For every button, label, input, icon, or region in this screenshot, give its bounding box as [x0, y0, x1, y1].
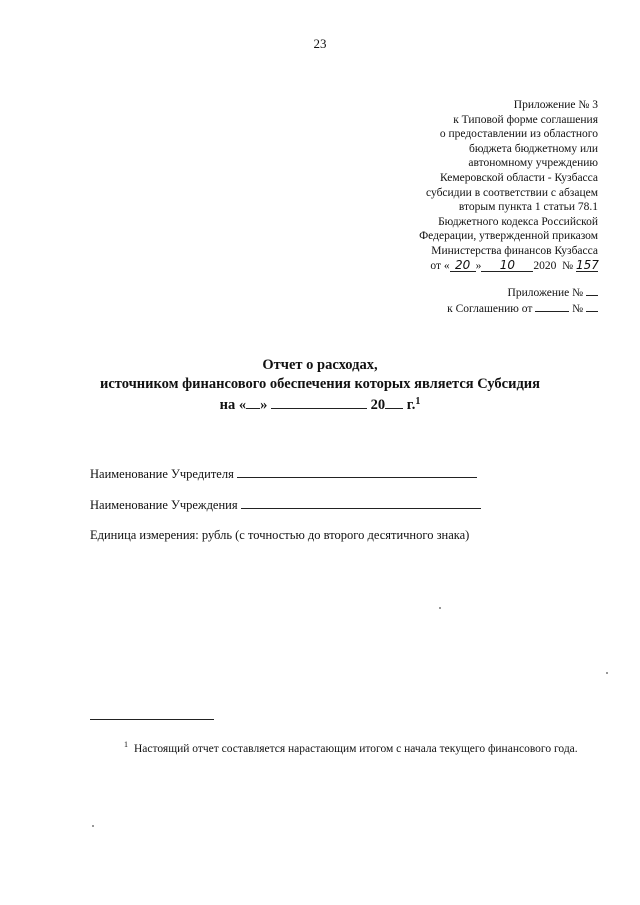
title-year: 20 — [370, 397, 386, 413]
date-mid: » — [475, 259, 482, 272]
handwritten-month: 10 — [481, 259, 533, 272]
footnote — [90, 737, 596, 758]
blank-line — [271, 396, 367, 409]
handwritten-day: 20 — [450, 259, 476, 272]
appendix-line: субсидии в соответствии с абзацем — [426, 186, 598, 199]
footnote-reference: 1 — [415, 396, 421, 407]
title-year-suffix: г. — [406, 397, 416, 413]
appendix-line: бюджета бюджетному или — [468, 142, 598, 155]
appendix-line: Федерации, утвержденной приказом — [419, 230, 598, 243]
blank-line — [385, 396, 403, 409]
institution-field — [90, 497, 481, 513]
title-line-2: источником финансового обеспечения которых является Субсидия — [100, 375, 540, 392]
blank-line — [586, 285, 598, 296]
title-date-mid: » — [260, 397, 268, 413]
institution-label: Наименование Учреждения — [90, 498, 238, 512]
appendix-line: автономному учреждению — [468, 157, 598, 170]
appendix-line: Кемеровской области - Кузбасса — [440, 171, 598, 184]
unit-of-measure: Единица измерения: рубль (с точностью до второго десятичного знака) — [90, 528, 470, 542]
founder-field — [90, 466, 477, 482]
appendix-line: к Типовой форме соглашения — [453, 113, 598, 126]
agreement-appendix-line — [338, 285, 598, 301]
appendix-line: о предоставлении из областного — [439, 128, 598, 141]
blank-line — [586, 301, 598, 312]
agreement-reference — [338, 285, 598, 317]
title-line-3 — [0, 393, 640, 415]
appendix-line: Приложение № 3 — [513, 99, 598, 111]
scan-speck — [92, 825, 94, 827]
agreement-appendix-label: Приложение № — [507, 287, 584, 299]
footnote-text: Настоящий отчет составляется нарастающим итогом с начала текущего финансового года. — [134, 743, 578, 755]
title-line-1: Отчет о расходах, — [262, 357, 378, 373]
appendix-line: Министерства финансов Кузбасса — [431, 244, 598, 257]
scan-speck — [606, 672, 608, 674]
agreement-date-label: к Соглашению от — [447, 303, 533, 315]
blank-line — [246, 396, 260, 409]
order-date-line — [338, 259, 598, 274]
founder-label: Наименование Учредителя — [90, 467, 234, 481]
blank-line — [535, 301, 569, 312]
founder-blank-line — [237, 466, 477, 478]
page-number: 23 — [313, 36, 327, 51]
footnote-separator — [90, 719, 214, 720]
title-date-prefix: на « — [219, 397, 247, 413]
appendix-line: вторым пункта 1 статьи 78.1 — [458, 201, 598, 214]
date-year: 2020 — [533, 259, 557, 272]
scan-speck — [439, 607, 441, 609]
report-title — [0, 356, 640, 415]
agreement-date-line — [338, 301, 598, 317]
handwritten-number: 157 — [576, 257, 599, 272]
number-prefix: № — [562, 259, 574, 272]
appendix-reference — [338, 98, 598, 273]
footnote-mark: 1 — [124, 740, 128, 749]
appendix-line: Бюджетного кодекса Российской — [438, 215, 598, 228]
institution-blank-line — [241, 497, 481, 509]
agreement-number-label: № — [572, 303, 584, 315]
date-prefix: от « — [430, 259, 450, 272]
